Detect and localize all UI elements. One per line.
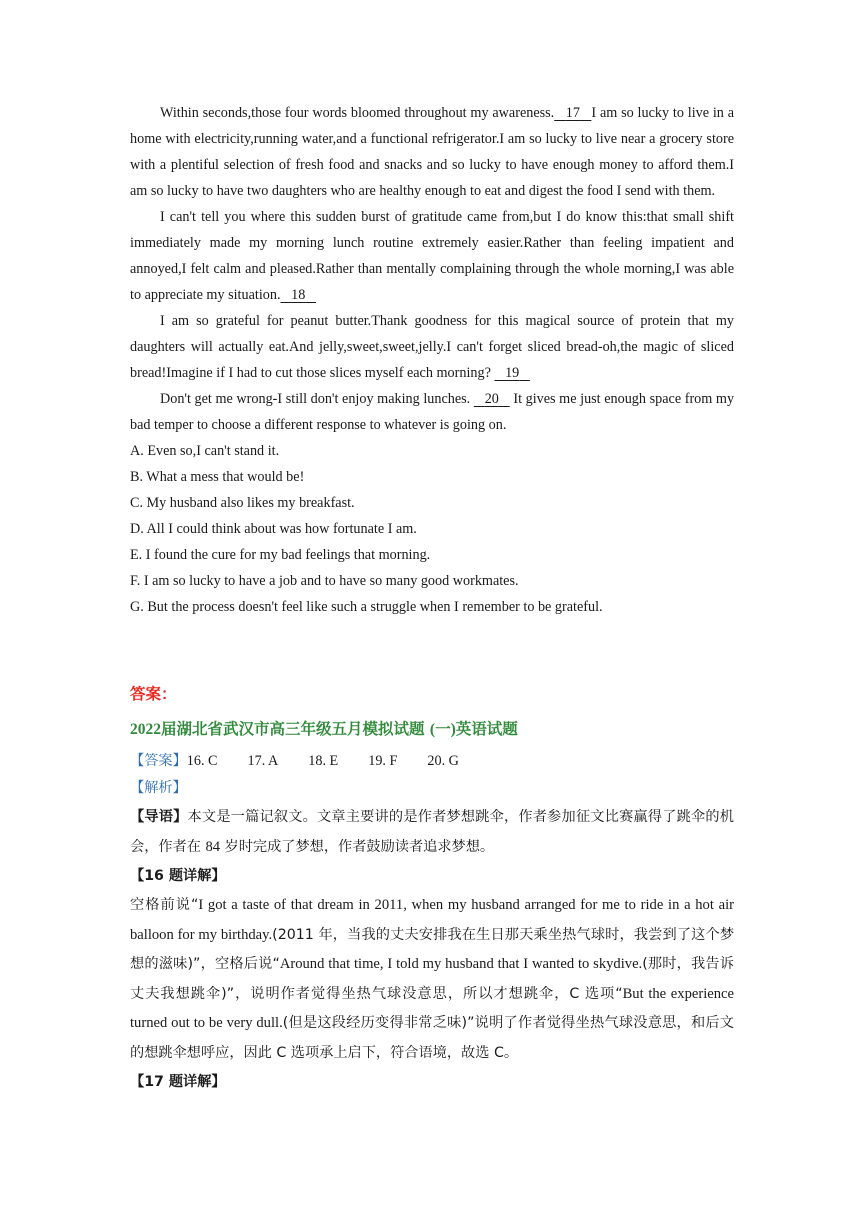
blank-18: 18	[291, 287, 306, 303]
answer-section	[130, 0, 734, 1216]
passage-text: It gives me just enough space from my bad temper to choose a different response to whatever is going on.	[130, 391, 735, 433]
blank-19: 19	[505, 365, 520, 381]
answer-key	[130, 748, 734, 774]
q16-label: 【16 题详解】	[130, 868, 226, 884]
answer-item: 18. E	[308, 753, 339, 769]
option-b: B. What a mess that would be!	[130, 469, 305, 485]
passage-text: I am so lucky to live in a home with electricity,running water,and a functional refrigerator.I am so lucky to live near a grocery store with a plentiful selection of fresh food and snacks and so lucky to have enough money to afford them.I am so lucky to have two daughters who are healthy enough to eat and digest the food I send with them.	[130, 105, 735, 199]
option-g: G. But the process doesn't feel like such a struggle when I remember to be grateful.	[130, 599, 603, 615]
guide-paragraph: 【导语】本文是一篇记叙文。文章主要讲的是作者梦想跳伞，作者参加征文比赛赢得了跳伞的机会，作者在 84 岁时完成了梦想，作者鼓励读者追求梦想。	[130, 809, 734, 855]
q16-explanation: 空格前说“I got a taste of that dream in 2011, when my husband arranged for me to ride in a hot air balloon for my birthday.(2011 年，当我的丈夫安排我在生日那天乘坐热气球时，我尝到了这个梦想的滋味)”，空格后说“Around that time, I told my husband that I wanted to skydive.(那时，我告诉丈夫我想跳伞)”，说明作者觉得坐热气球没意思，所以才想跳伞，C 选项“But the experience turned out to be very dull.(但是这段经历变得非常乏味)”说明了作者觉得坐热气球没意思，和后文的想跳伞想呼应，因此 C 选项承上启下，符合语境，故选 C。	[130, 897, 735, 1061]
passage-text: I can't tell you where this sudden burst of gratitude came from,but I do know this:that small shift immediately made my morning lunch routine extremely easier.Rather than feeling impatient and annoyed,I felt calm and pleased.Rather than mentally complaining through the whole morning,I was able to appreciate my situation.	[130, 209, 734, 303]
option-c: C. My husband also likes my breakfast.	[130, 495, 355, 511]
passage-text: I am so grateful for peanut butter.Thank goodness for this magical source of protein that my daughters will actually eat.And jelly,sweet,sweet,jelly.I can't forget sliced bread-oh,the magic of sliced bread!Imagine if I had to cut those slices myself each morning?	[130, 313, 734, 381]
answer-item: 16. C	[186, 753, 218, 769]
passage-text: Within seconds,those four words bloomed throughout my awareness.	[160, 105, 555, 121]
guide-label: 【导语】	[130, 809, 188, 825]
passage-text: Don't get me wrong-I still don't enjoy making lunches.	[160, 391, 471, 407]
source-title: 2022届湖北省武汉市高三年级五月模拟试题 (一)英语试题	[130, 720, 518, 738]
answer-item: 20. G	[427, 753, 459, 769]
option-f: F. I am so lucky to have a job and to have so many good workmates.	[130, 573, 519, 589]
analysis-label: 【解析】	[130, 780, 187, 796]
blank-20: 20	[484, 391, 499, 407]
option-d: D. All I could think about was how fortunate I am.	[130, 521, 417, 537]
answer-key-label: 【答案】	[130, 753, 187, 769]
answer-block	[130, 748, 734, 1097]
blank-17: 17	[565, 105, 580, 121]
option-a: A. Even so,I can't stand it.	[130, 443, 280, 459]
option-e: E. I found the cure for my bad feelings that morning.	[130, 547, 431, 563]
answer-item: 19. F	[368, 753, 398, 769]
answer-heading: 答案：	[130, 685, 177, 703]
q17-label: 【17 题详解】	[130, 1074, 226, 1090]
answer-item: 17. A	[247, 753, 279, 769]
